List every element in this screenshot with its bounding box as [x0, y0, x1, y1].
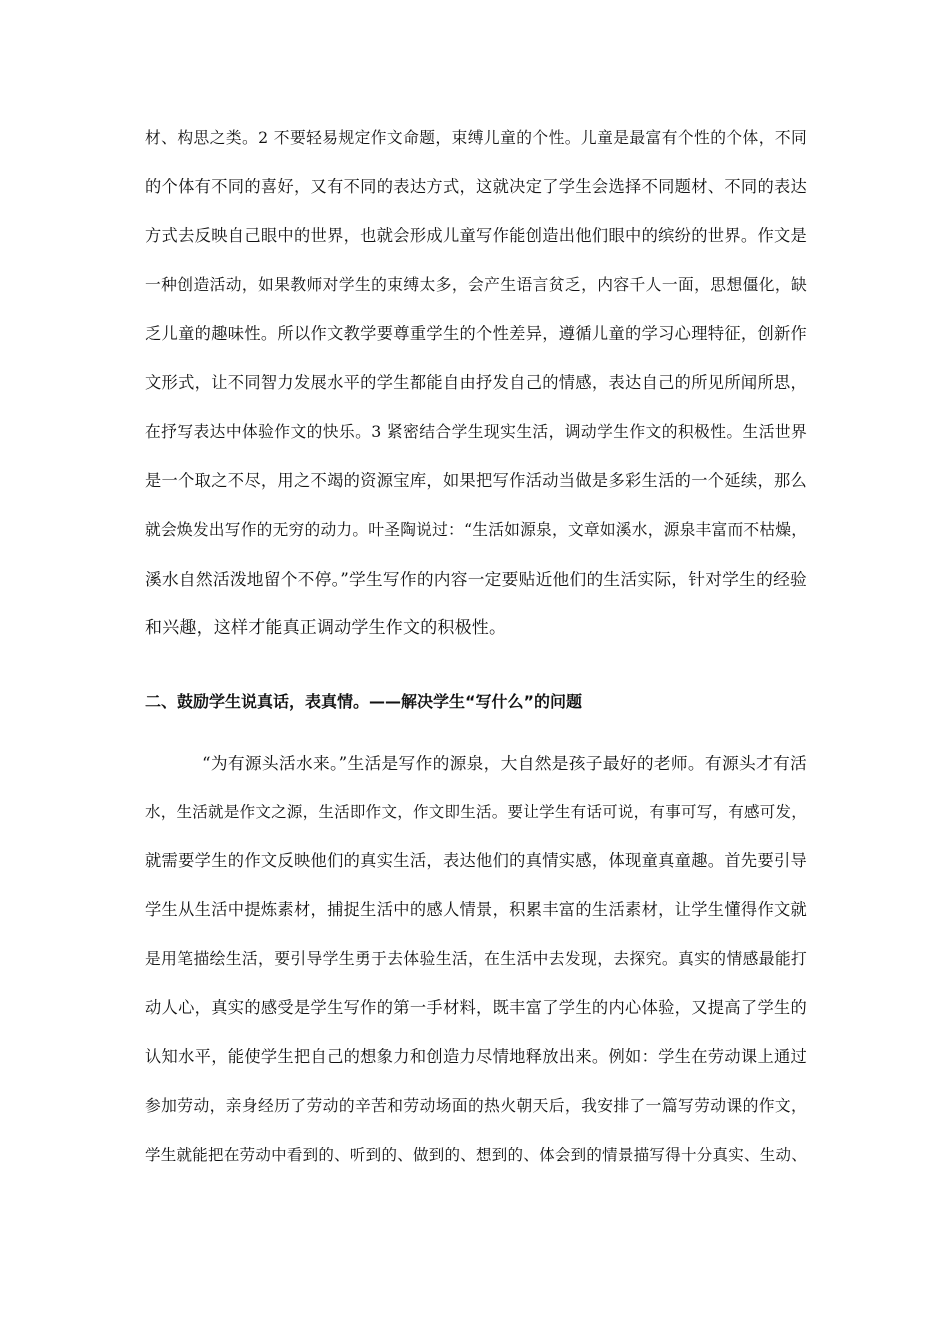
text-line: 是一个取之不尽，用之不竭的资源宝库，如果把写作活动当做是多彩生活的一个延续，那么: [145, 471, 807, 490]
text-line: “为有源头活水来。”生活是写作的源泉，大自然是孩子最好的老师。有源头才有活: [202, 753, 807, 773]
text-line: 就需要学生的作文反映他们的真实生活，表达他们的真情实感，体现童真童趣。首先要引导: [145, 851, 807, 870]
text-line: 参加劳动，亲身经历了劳动的辛苦和劳动场面的热火朝天后，我安排了一篇写劳动课的作文，: [145, 1096, 807, 1115]
text-line: 的个体有不同的喜好，又有不同的表达方式，这就决定了学生会选择不同题材、不同的表达: [145, 177, 807, 196]
text-line: 在抒写表达中体验作文的快乐。3 紧密结合学生现实生活，调动学生作文的积极性。生活世界: [145, 422, 807, 441]
text-line: 溪水自然活泼地留个不停。”学生写作的内容一定要贴近他们的生活实际，针对学生的经验: [145, 569, 807, 589]
text-line: 方式去反映自己眼中的世界，也就会形成儿童写作能创造出他们眼中的缤纷的世界。作文是: [145, 226, 807, 245]
text-line: 水，生活就是作文之源，生活即作文，作文即生活。要让学生有话可说，有事可写，有感可发，: [145, 803, 807, 821]
section-heading: 二、鼓励学生说真话，表真情。——解决学生“写什么”的问题: [145, 692, 583, 711]
text-line: 就会焕发出写作的无穷的动力。叶圣陶说过：“生活如源泉，文章如溪水，源泉丰富而不枯燥，: [145, 520, 808, 539]
text-line: 是用笔描绘生活，要引导学生勇于去体验生活，在生活中去发现，去探究。真实的情感最能打: [145, 949, 807, 968]
text-line: 材、构思之类。2 不要轻易规定作文命题，束缚儿童的个性。儿童是最富有个性的个体，不同: [145, 128, 807, 147]
text-line: 学生从生活中提炼素材，捕捉生活中的感人情景，积累丰富的生活素材，让学生懂得作文就: [145, 900, 807, 919]
text-line: 动人心，真实的感受是学生写作的第一手材料，既丰富了学生的内心体验，又提高了学生的: [145, 998, 807, 1017]
text-line: 和兴趣，这样才能真正调动学生作文的积极性。: [145, 618, 507, 638]
text-line: 文形式，让不同智力发展水平的学生都能自由抒发自己的情感，表达自己的所见所闻所思，: [145, 373, 807, 392]
text-line: 学生就能把在劳动中看到的、听到的、做到的、想到的、体会到的情景描写得十分真实、生动、: [145, 1146, 807, 1164]
text-line: 一种创造活动，如果教师对学生的束缚太多，会产生语言贫乏，内容千人一面，思想僵化，缺: [145, 275, 807, 294]
text-line: 乏儿童的趣味性。所以作文教学要尊重学生的个性差异，遵循儿童的学习心理特征，创新作: [145, 324, 807, 343]
text-line: 认知水平，能使学生把自己的想象力和创造力尽情地释放出来。例如：学生在劳动课上通过: [145, 1047, 807, 1066]
